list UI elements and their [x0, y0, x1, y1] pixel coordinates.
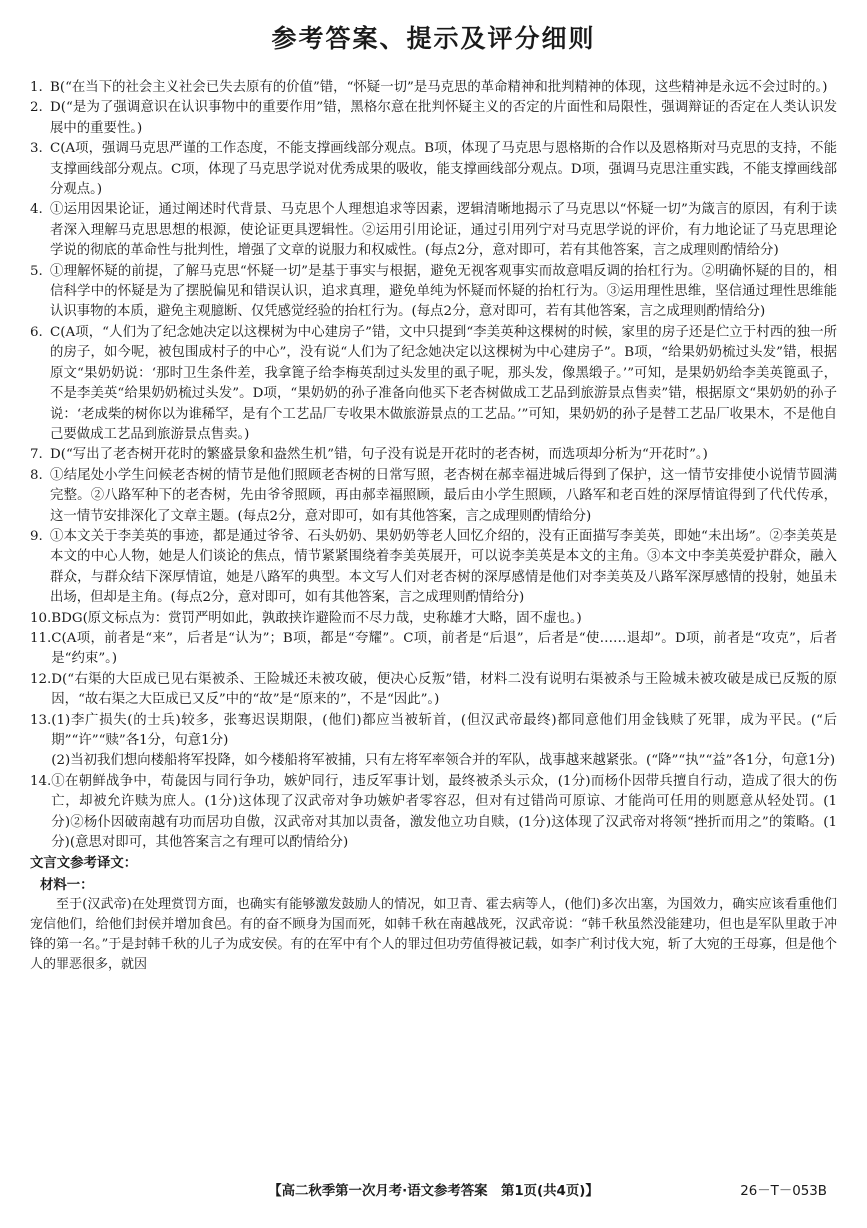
answer-item — [30, 670, 837, 711]
answer-main-text: ①理解怀疑的前提，了解马克思“怀疑一切”是基于事实与根据，避免无视客观事实而故意唱反调的抬杠行为。②明确怀疑的目的，相信科学中的怀疑是为了摆脱偏见和错误认识，追求真理，避免单纯为怀疑而怀疑的抬杠行为。③运用理性思维，坚信通过理性思维能认识事物的本质，避免主观臆断、仅凭感觉经验的抬杠行为。(每点2分，意对即可，若有其他答案，言之成理则酌情给分) — [50, 263, 837, 320]
translation-paragraph: 至于(汉武帝)在处理赏罚方面，也确实有能够激发鼓励人的情况，如卫青、霍去病等人，(他们)多次出塞，为国效力，确实应该看重他们宠信他们，给他们封侯并增加食邑。有的奋不顾身为国而死，如韩千秋在南越战死，汉武帝说：“韩千秋虽然没能建功，但也是军队里敢于冲锋的第一名。”于是封韩千秋的儿子为成安侯。有的在军中有个人的罪过但功劳值得被记载，如李广利讨伐大宛，斩了大宛的王母寡，但是他个人的罪恶很多，就因 — [30, 896, 837, 972]
answer-text — [51, 629, 837, 670]
answer-text — [50, 445, 837, 465]
answer-main-text: ①本文关于李美英的事迹，都是通过爷爷、石头奶奶、果奶奶等老人回忆介绍的，没有正面描写李美英，即她“未出场”。②李美英是本文的中心人物，她是人们谈论的焦点，情节紧紧围绕着李美英展开，可以说李美英是本文的主角。③本文中李美英爱护群众，融入群众，与群众结下深厚情谊，她是八路军的典型。本文写人们对老杏树的深厚感情是他们对李美英及八路军深厚感情的投射，她虽未出场，但却是主角。(每点2分，意对即可，如有其他答案，言之成理则酌情给分) — [50, 528, 837, 606]
answer-number: 6. — [30, 324, 43, 340]
material-label: 材料一： — [40, 876, 94, 893]
answer-item — [30, 629, 837, 670]
page-footer — [0, 1180, 867, 1204]
answer-number: 14. — [30, 773, 52, 789]
answer-item — [30, 772, 837, 854]
answer-text — [50, 78, 837, 98]
answer-text — [51, 711, 837, 772]
answer-item — [30, 323, 837, 445]
answer-main-text: B(“在当下的社会主义社会已失去原有的价值”错，“怀疑一切”是马克思的革命精神和批判精神的体现，这些精神是永远不会过时的。) — [50, 80, 828, 95]
footer-title: 【高二秋季第一次月考·语文参考答案 第1页(共4页)】 — [268, 1184, 599, 1199]
answer-number: 9. — [30, 528, 43, 544]
answer-main-text: BDG(原文标点为：赏罚严明如此，孰敢挟诈避险而不尽力哉，史称雄才大略，固不虚也。) — [51, 610, 582, 626]
answer-main-text: ①结尾处小学生问候老杏树的情节是他们照顾老杏树的日常写照，老杏树在郝幸福进城后得到了保护，这一情节安排使小说情节圆满完整。②八路军种下的老杏树，先由爷爷照顾，再由郝幸福照顾，最后由小学生照顾，八路军和老百姓的深厚情谊得到了代代传承，这一情节安排深化了文章主题。(每点2分，意对即可，如有其他答案，言之成理则酌情给分) — [50, 467, 837, 524]
answer-item — [30, 200, 837, 261]
answer-item — [30, 78, 837, 98]
answer-item — [30, 445, 837, 465]
answer-main-text: D(“写出了老杏树开花时的繁盛景象和盎然生机”错，句子没有说是开花时的老杏树，而选项却分析为“开花时”。) — [50, 447, 708, 463]
answer-text — [51, 772, 837, 854]
answer-number: 1. — [30, 80, 43, 95]
answer-text — [50, 527, 837, 609]
answer-text — [50, 323, 837, 445]
answer-sub-text: (2)当初我们想向楼船将军投降，如今楼船将军被捕，只有左将军率领合并的军队，战事越来越紧张。(“降”“执”“益”各1分，句意1分) — [51, 753, 836, 769]
answer-list — [30, 78, 837, 853]
document-code: 26－T－053B — [740, 1184, 827, 1199]
answer-number: 2. — [30, 100, 43, 116]
answer-main-text: ①运用因果论证，通过阐述时代背景、马克思个人理想追求等因素，逻辑清晰地揭示了马克思以“怀疑一切”为箴言的原因，有利于读者深入理解马克思思想的根源，使论证更具逻辑性。②运用引用论证，通过引用列宁对马克思学说的评价，有力地论证了马克思理论学说的彻底的革命性与批判性，增强了文章的说服力和权威性。(每点2分，意对即可，若有其他答案，言之成理则酌情给分) — [50, 202, 837, 259]
answer-main-text: C(A项，前者是“来”，后者是“认为”；B项，都是“夸耀”。C项，前者是“后退”，后者是“使……退却”。D项，前者是“攻克”，后者是“约束”。) — [51, 630, 837, 667]
answer-number: 5. — [30, 263, 43, 279]
answer-number: 13. — [30, 712, 52, 728]
answer-item — [30, 139, 837, 200]
answer-item — [30, 262, 837, 323]
answer-item — [30, 98, 837, 139]
answer-main-text: C(A项，“人们为了纪念她决定以这棵树为中心建房子”错，文中只提到“李美英种这棵树的时候，家里的房子还是伫立于村西的独一所的房子，如今呢，被包围成村子的中心”，没有说“人们为了纪念她决定以这棵树为中心建房子”。B项，“给果奶奶梳过头发”错，根据原文“果奶奶说：‘那时卫生条件差，我拿篦子给李梅英刮过头发里的虱子呢，那头发，像黑缎子。’”可知，是果奶奶给李美英篦虱子，不是李美英“给果奶奶梳过头发”。D项，“果奶奶的孙子准备向他买下老杏树做成工艺品到旅游景点售卖”错，根据原文“果奶奶的孙子说：‘老成柴的树你以为谁稀罕，是有个工艺品厂专收果木做旅游景点的工艺品。’”可知，果奶奶的孙子是替工艺品厂收果木，不是他自己要做成工艺品到旅游景点售卖。) — [50, 324, 837, 442]
answer-main-text: (1)李广损失(的士兵)较多，张骞迟误期限，(他们)都应当被斩首，(但汉武帝最终)都同意他们用金钱赎了死罪，成为平民。(“后期”“许”“赎”各1分，句意1分) — [51, 712, 837, 748]
answer-text — [51, 609, 837, 629]
answer-text — [50, 98, 837, 139]
translation-heading: 文言文参考译文： — [30, 856, 138, 872]
answer-main-text: C(A项，强调马克思严谨的工作态度，不能支撑画线部分观点。B项，体现了马克思与恩格斯的合作以及恩格斯对马克思的支持，不能支撑画线部分观点。C项，体现了马克思学说对优秀成果的吸收，能支撑画线部分观点。D项，强调马克思注重实践，不能支撑画线部分观点。) — [50, 141, 837, 198]
answer-item — [30, 609, 837, 629]
answer-number: 7. — [30, 447, 43, 463]
answer-item — [30, 466, 837, 527]
answer-item — [30, 711, 837, 772]
answer-text — [50, 466, 837, 527]
answer-number: 4. — [30, 202, 43, 218]
answer-main-text: D(“是为了强调意识在认识事物中的重要作用”错，黑格尔意在批判怀疑主义的否定的片面性和局限性，强调辩证的否定在人类认识发展中的重要性。) — [50, 100, 837, 136]
answer-number: 12. — [30, 671, 52, 687]
answer-text — [50, 200, 837, 261]
answer-number: 8. — [30, 467, 43, 483]
answer-text — [51, 670, 837, 711]
answer-text — [50, 139, 837, 200]
answer-main-text: ①在朝鲜战争中，荀彘因与同行争功，嫉妒同行，违反军事计划，最终被杀头示众，(1分)而杨仆因带兵擅自行动，造成了很大的伤亡，却被允许赎为庶人。(1分)这体现了汉武帝对争功嫉妒者零容忍，但对有过错尚可原谅、才能尚可任用的则愿意从轻处罚。(1分)②杨仆因破南越有功而居功自傲，汉武帝对其加以责备，激发他立功自赎，(1分)这体现了汉武帝对将领“挫折而用之”的策略。(1分)(意思对即可，其他答案言之有理可以酌情给分) — [51, 773, 837, 851]
answer-main-text: D(“右渠的大臣成已见右渠被杀、王险城还未被攻破，便决心反叛”错，材料二没有说明右渠被杀与王险城未被攻破是成已反叛的原因，“故右渠之大臣成已又反”中的“故”是“原来的”，不是“因此”。) — [51, 671, 837, 708]
answer-text — [50, 262, 837, 323]
answer-item — [30, 527, 837, 609]
page-title: 参考答案、提示及评分细则 — [271, 24, 596, 53]
answer-number: 11. — [30, 630, 52, 646]
answer-number: 10. — [30, 610, 52, 626]
answer-number: 3. — [30, 141, 43, 157]
